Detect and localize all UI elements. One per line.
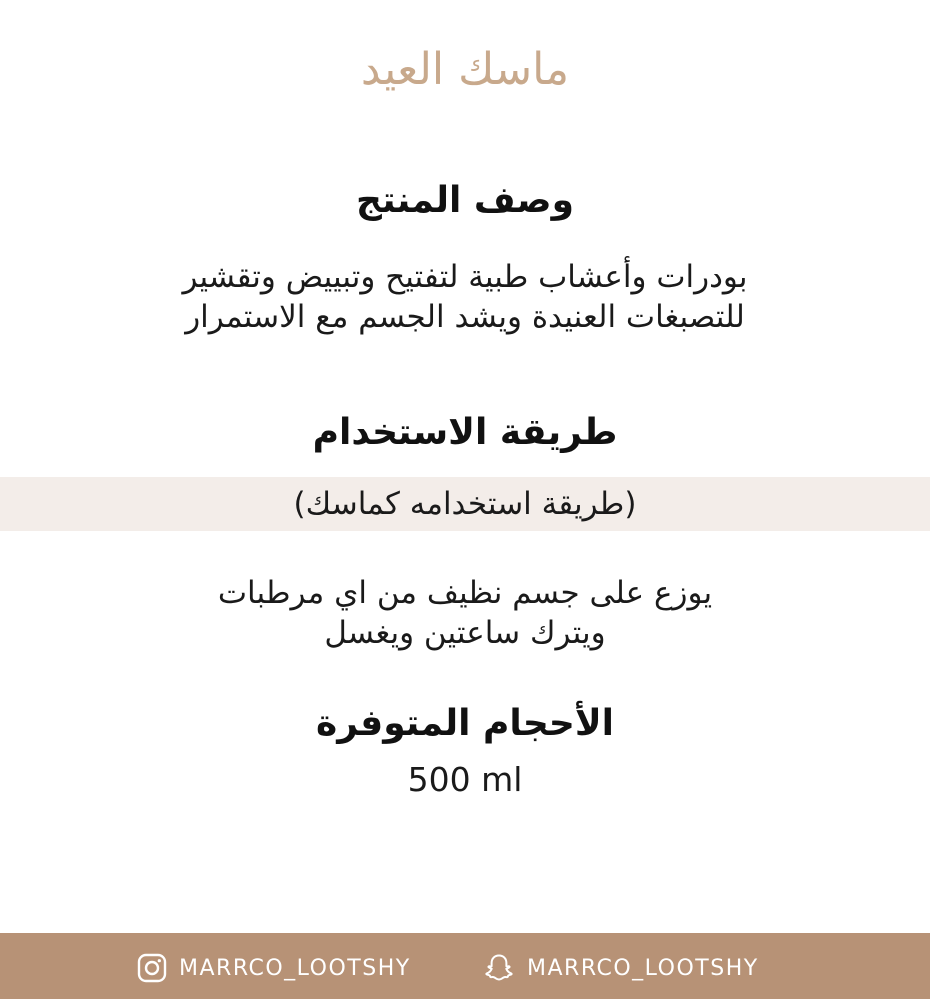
- usage-heading: طريقة الاستخدام: [312, 412, 618, 453]
- page-title: ماسك العيد: [360, 44, 570, 95]
- description-text: [0, 257, 930, 337]
- size-value: 500 ml: [407, 760, 523, 799]
- snapchat-handle-link[interactable]: [483, 953, 759, 983]
- footer-bar: [0, 933, 930, 999]
- usage-line-2: ويترك ساعتين ويغسل: [324, 615, 606, 651]
- usage-line-1: يوزع على جسم نظيف من اي مرطبات: [217, 575, 713, 611]
- snapchat-icon: [483, 953, 515, 983]
- snapchat-handle-text: MARRCO_LOOTSHY: [527, 955, 759, 981]
- description-line-1: بودرات وأعشاب طبية لتفتيح وتبييض وتقشير: [182, 259, 748, 295]
- instagram-handle-link[interactable]: [137, 953, 411, 983]
- usage-text: [0, 573, 930, 653]
- usage-note-band: [0, 477, 930, 531]
- instagram-icon: [137, 953, 167, 983]
- usage-note: (طريقة استخدامه كماسك): [293, 486, 637, 522]
- description-heading: وصف المنتج: [356, 180, 574, 221]
- sizes-heading: الأحجام المتوفرة: [316, 703, 614, 744]
- description-line-2: للتصبغات العنيدة ويشد الجسم مع الاستمرار: [185, 299, 745, 335]
- instagram-handle-text: MARRCO_LOOTSHY: [179, 955, 411, 981]
